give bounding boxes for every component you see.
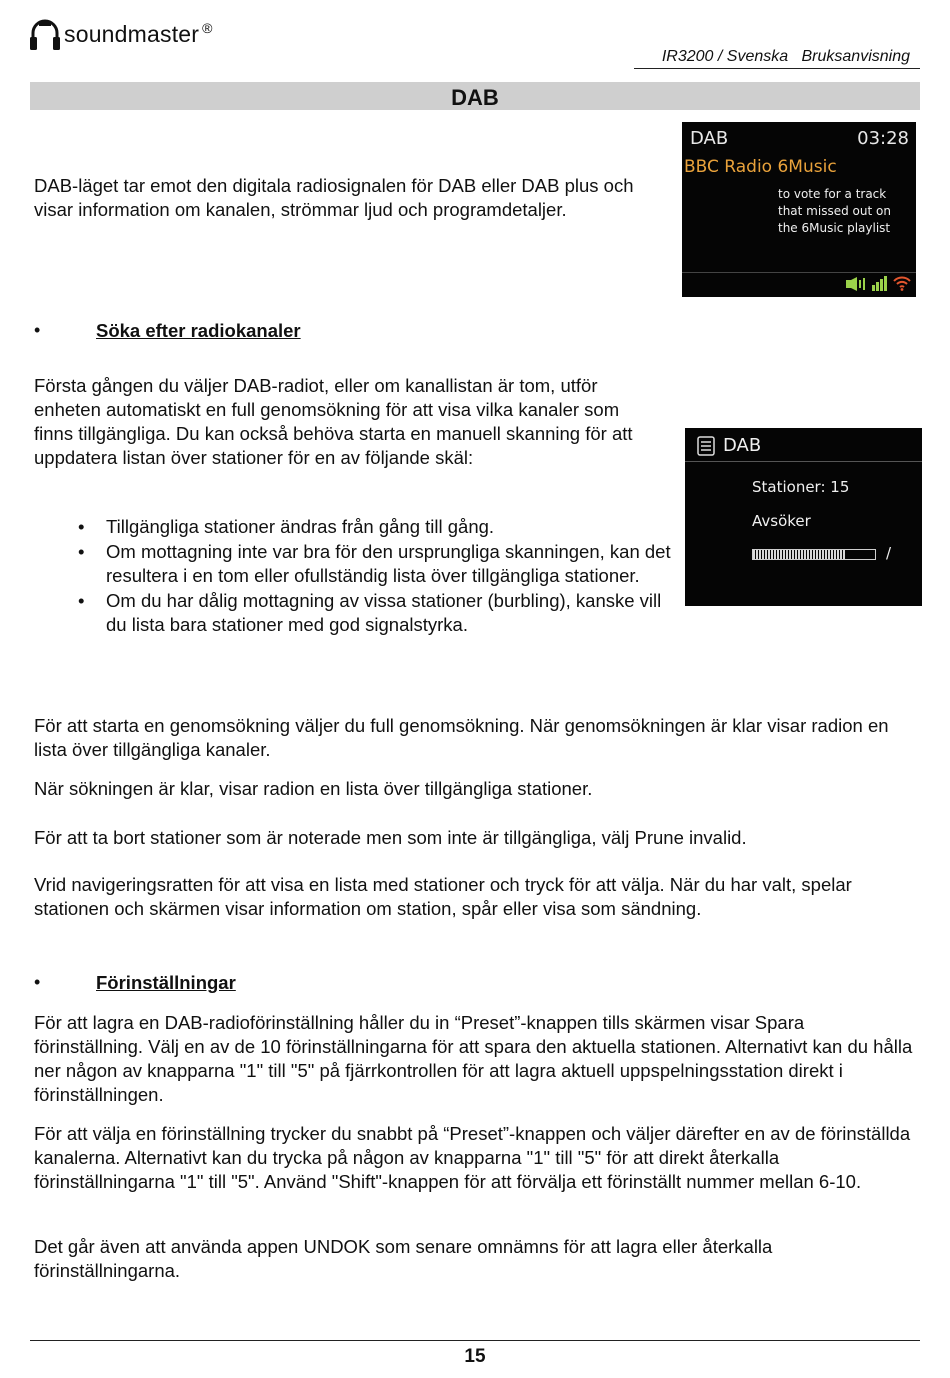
wifi-icon <box>893 276 911 291</box>
list-menu-icon <box>697 436 715 456</box>
signal-icon <box>872 276 888 291</box>
document-reference: IR3200 / Svenska Bruksanvisning <box>661 48 910 65</box>
screen-status-divider <box>682 272 916 273</box>
dls-line: that missed out on <box>778 204 891 218</box>
station-name: BBC Radio 6Music <box>684 157 837 177</box>
scan-complete-paragraph: När sökningen är klar, visar radion en lista över tillgängliga stationer. <box>34 778 593 799</box>
scan-spinner: / <box>886 544 892 562</box>
scan-progress-bar <box>752 549 876 560</box>
search-paragraph: Första gången du väljer DAB-radiot, eller om kanallistan är tom, utför enheten automatiskt en full genomsökning för att visa vilka kanaler som finns tillgängliga. Du kan också behöva starta en manuell skanning för att uppdatera listan över stationer för en av följande skäl: <box>34 375 633 468</box>
presets-heading: Förinställningar <box>96 972 236 993</box>
presets-undok-paragraph: Det går även att använda appen UNDOK som senare omnämns för att lagra eller återkalla förinställningarna. <box>34 1236 773 1281</box>
scan-screen-divider <box>685 461 922 462</box>
speaker-icon <box>846 277 866 291</box>
rescan-reasons-list <box>78 515 678 638</box>
brand-name: soundmaster <box>64 20 200 47</box>
dls-line: to vote for a track <box>778 187 887 201</box>
scan-screen-title: DAB <box>723 435 762 456</box>
presets-store-paragraph: För att lagra en DAB-radioförinställning håller du in “Preset”-knappen tills skärmen visar Spara förinställning. Välj en av de 10 förinställningarna för att spara den aktuella stationen. Alternativt kan du hålla ner någon av knapparna "1" till "5" på fjärrkontrollen för att lagra aktuell uppspelningsstation direkt i förinställningen. <box>34 1012 913 1105</box>
scan-start-paragraph: För att starta en genomsökning väljer du full genomsökning. När genomsökningen är klar visar radion en lista över tillgängliga kanaler. <box>34 715 889 760</box>
list-item: • Om mottagning inte var bra för den ursprungliga skanningen, kan det resultera i en tom eller ofullständig lista över tillgängliga stationer. <box>78 540 678 588</box>
prune-paragraph: För att ta bort stationer som är noterade men som inte är tillgängliga, välj Prune invalid. <box>34 827 747 848</box>
search-heading: Söka efter radiokanaler <box>96 320 301 341</box>
station-count: Stationer: 15 <box>752 478 850 496</box>
section-header-bar <box>30 82 920 110</box>
dab-now-playing-screen <box>682 122 916 297</box>
scan-progress-fill <box>753 550 845 559</box>
navigation-paragraph: Vrid navigeringsratten för att visa en lista med stationer och tryck för att välja. När du har valt, spelar stationen och skärmen visar information om station, spår eller visa som sändning. <box>34 874 852 919</box>
footer-divider <box>30 1340 920 1341</box>
list-item: • Tillgängliga stationer ändras från gång till gång. <box>78 515 678 539</box>
list-item: • Om du har dålig mottagning av vissa stationer (burbling), kanske vill du lista bara stationer med god signalstyrka. <box>78 589 678 637</box>
header-divider <box>634 68 920 69</box>
heading-bullet: • <box>34 972 41 992</box>
scan-status: Avsöker <box>752 512 811 530</box>
screen-clock: 03:28 <box>857 128 909 149</box>
intro-paragraph: DAB-läget tar emot den digitala radiosignalen för DAB eller DAB plus och visar information om kanalen, strömmar ljud och programdetaljer. <box>34 175 634 220</box>
dls-line: the 6Music playlist <box>778 221 891 235</box>
presets-recall-paragraph: För att välja en förinställning trycker du snabbt på “Preset”-knappen och väljer därefter en av de förinställda kanalerna. Alternativt kan du trycka på någon av knapparna "1" till "5" för att direkt återkalla förinställningarna "1" till "5". Använd "Shift"-knappen för att förvälja ett förinställt nummer mellan 6-10. <box>34 1123 911 1192</box>
page-number: 15 <box>464 1346 486 1367</box>
dab-scan-screen <box>685 428 922 606</box>
soundmaster-logo-icon <box>30 17 60 51</box>
brand-logo <box>30 14 213 54</box>
dls-text <box>778 186 891 237</box>
heading-bullet: • <box>34 320 41 340</box>
section-title: DAB <box>451 85 499 110</box>
screen-mode-label: DAB <box>690 128 729 149</box>
registered-mark: ® <box>202 20 213 36</box>
